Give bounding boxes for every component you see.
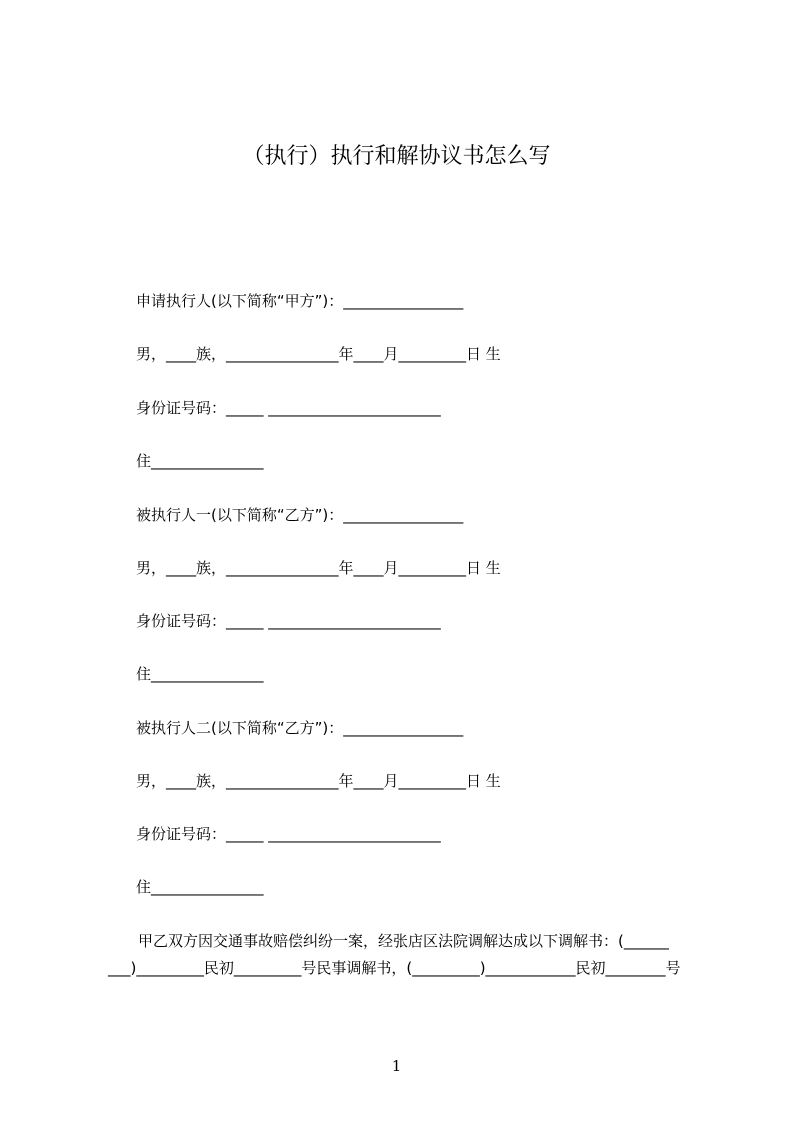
respondent-one-birth-line: 男，____族，_______________年____月_________日 生 xyxy=(136,559,501,577)
respondent-two-birth-line: 男，____族，_______________年____月_________日 生 xyxy=(136,772,501,790)
mediation-paragraph-line-2: ___)_________民初_________号民事调解书，(_________)____________民初________号 xyxy=(108,959,681,977)
document-title: （执行）执行和解协议书怎么写 xyxy=(242,144,551,169)
respondent-one-line: 被执行人一(以下简称“乙方”)：________________ xyxy=(136,506,464,524)
applicant-id-line: 身份证号码：_____ _______________________ xyxy=(136,399,441,417)
respondent-two-id-line: 身份证号码：_____ _______________________ xyxy=(136,825,441,843)
respondent-two-address-line: 住_______________ xyxy=(136,878,264,896)
applicant-address-line: 住_______________ xyxy=(136,452,264,470)
respondent-one-address-line: 住_______________ xyxy=(136,665,264,683)
mediation-paragraph-line-1: 甲乙双方因交通事故赔偿纠纷一案，经张店区法院调解达成以下调解书：(______ xyxy=(138,932,669,950)
applicant-birth-line: 男，____族，_______________年____月_________日 生 xyxy=(136,345,501,363)
respondent-two-line: 被执行人二(以下简称“乙方”)：________________ xyxy=(136,719,464,737)
respondent-one-id-line: 身份证号码：_____ _______________________ xyxy=(136,612,441,630)
applicant-line: 申请执行人(以下简称“甲方”)：________________ xyxy=(136,292,464,310)
page-number: 1 xyxy=(391,1057,402,1075)
